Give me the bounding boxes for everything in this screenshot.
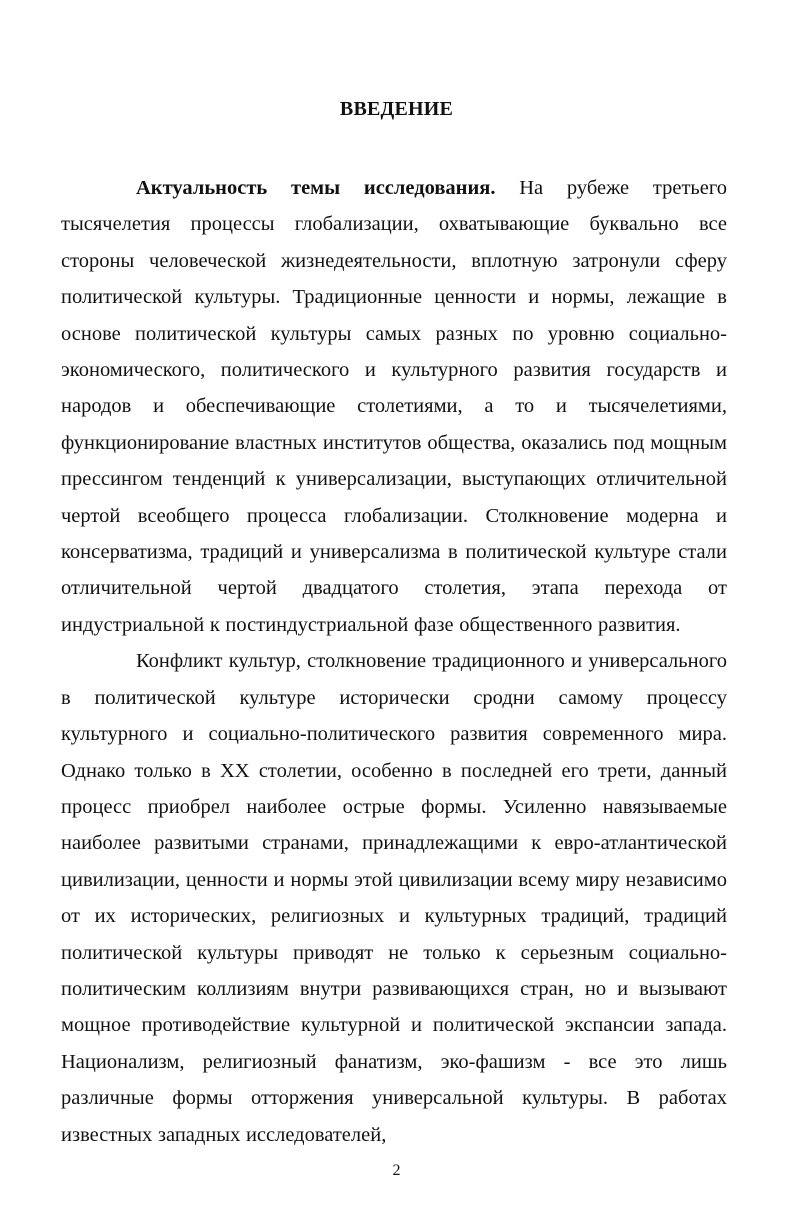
- body-text: [61, 170, 727, 1153]
- page-number: 2: [392, 1162, 401, 1179]
- paragraph-text: Конфликт культур, столкновение традиционного и универсального в политической культуре исторически сродни самому процессу культурного и социально-политического развития современного мира. Однако только в XX столетии, особенно в последней его трети, данный процесс приобрел наиболее острые формы. Усиленно навязываемые наиболее развитыми странами, принадлежащими к евро-атлантической цивилизации, ценности и нормы этой цивилизации всему миру независимо от их исторических, религиозных и культурных традиций, традиций политической культуры приводят не только к серьезным социально-политическим коллизиям внутри развивающихся стран, но и вызывают мощное противодействие культурной и политической экспансии запада. Национализм, религиозный фанатизм, эко-фашизм - все это лишь различные формы отторжения универсальной культуры. В работах известных западных исследователей,: [61, 650, 727, 1146]
- paragraph-lead: Актуальность темы исследования.: [136, 177, 496, 199]
- paragraph-2: [61, 643, 727, 1153]
- paragraph-1: [61, 170, 727, 643]
- section-title: ВВЕДЕНИЕ: [339, 98, 454, 120]
- paragraph-text: На рубеже третьего тысячелетия процессы глобализации, охватывающие буквально все стороны человеческой жизнедеятельности, вплотную затронули сферу политической культуры. Традиционные ценности и нормы, лежащие в основе политической культуры самых разных по уровню социально-экономического, политического и культурного развития государств и народов и обеспечивающие столетиями, а то и тысячелетиями, функционирование властных институтов общества, оказались под мощным прессингом тенденций к универсализации, выступающих отличительной чертой всеобщего процесса глобализации. Столкновение модерна и консерватизма, традиций и универсализма в политической культуре стали отличительной чертой двадцатого столетия, этапа перехода от индустриальной к постиндустриальной фазе общественного развития.: [61, 177, 727, 636]
